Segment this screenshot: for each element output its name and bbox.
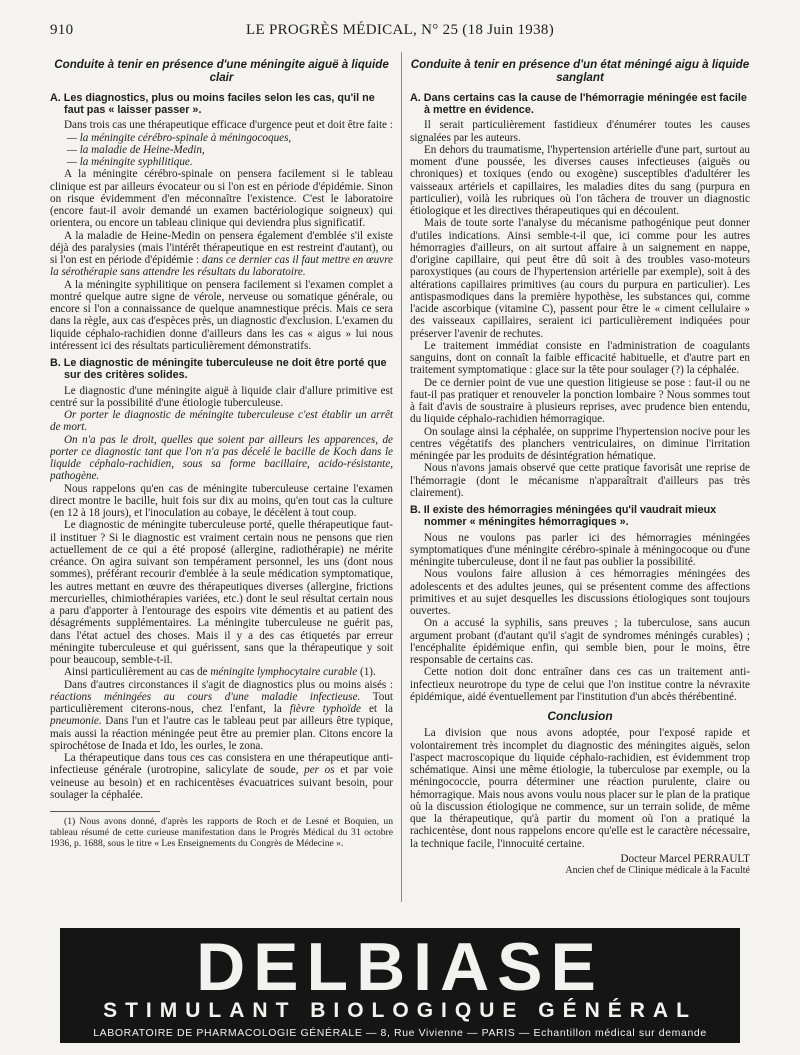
paragraph (50, 752, 393, 801)
paragraph: Le diagnostic d'une méningite aiguë à liquide clair d'allure primitive est centré sur la possibilité d'une étiologie tuberculeuse. (50, 384, 393, 409)
paragraph: Nous voulons faire allusion à ces hémorragies méningées des adolescents et des adultes jeunes, qui se présentent comme des affections primitives et au sujet desquelles les discussions étiologiques sont toujours ouvertes. (410, 568, 750, 618)
italic-span: fièvre typhoïde (289, 703, 361, 716)
italic-span: per os (304, 764, 335, 777)
text-span: Dans d'autres circonstances il s'agit de diagnostics plus ou moins aisés : (64, 678, 393, 691)
paragraph (50, 679, 393, 753)
paragraph: A la méningite syphilitique on pensera facilement si l'examen complet a montré quelque autre signe de vérole, nerveuse ou somatique générale, ou encore si l'on a connaissance de quelque anamnestique précis. Mais ce sera dans la règle, aux cas d'espèces près, un diagnostic d'exclusion. L'examen du liquide céphalo-rachidien donne d'ailleurs dans les cas « aigus » lui nous intéressent ici des résultats particulièrement démonstratifs. (50, 278, 393, 352)
page-number: 910 (50, 22, 74, 38)
list-item: — la maladie de Heine-Medin, (67, 143, 205, 156)
paragraph: Nous ne voulons pas parler ici des hémorragies méningées symptomatiques d'une méningite cérébro-spinale à méningocoque ou d'une méningite tuberculeuse, dont il ne faut pas oublier la possibilité. (410, 531, 750, 569)
italic-span: dans ce dernier cas il faut mettre en œuvre la sérothérapie sans attendre les résultats du laboratoire. (50, 254, 393, 279)
left-column (50, 52, 393, 907)
text-span: A la maladie de Heine-Medin on pensera également d'emblée s'il existe déjà des paralysies (mais l'intérêt thérapeutique en est restreint d'autant), ou si l'on est en période d'épidémie : (50, 229, 393, 267)
footnote: (1) Nous avons donné, d'après les rapports de Roch et de Lesné et Boquien, un tableau résumé de cette curieuse manifestation dans le Progrès Médical du 31 octobre 1936, p. 1688, sous le titre « Les Enseignements du Congrès de Médecine ». (50, 816, 393, 850)
list-item: — la méningite syphilitique. (67, 156, 193, 169)
advertisement-banner (60, 928, 740, 1043)
paragraph: A la méningite cérébro-spinale on pensera facilement si le tableau clinique est par ailleurs évocateur ou si l'on est en période d'épidémie. Sinon on risque évidemment d'en méconnaître l'existence. C'est le laboratoire (encore faut-il avoir demandé un examen bactériologique soigneux) qui orientera, ou encore un tableau clinique qui deviendra plus significatif. (50, 168, 393, 230)
text-span: La thérapeutique dans tous ces cas consistera en une thérapeutique anti-infectieuse générale (urotropine, salicylate de soude, (50, 752, 393, 777)
italic-span: méningite lymphocytaire curable (210, 666, 358, 679)
paragraph: On soulage ainsi la céphalée, on supprime l'hypertension nocive pour les centres végétatifs des planchers ventriculaires, on diminue l'irritation méningée par les produits de désintégration hématique. (410, 425, 750, 463)
paragraph: On a accusé la syphilis, sans preuves ; la tuberculose, sans aucun argument probant (d'autant qu'il s'agit de syndromes méningés curables) ; l'encéphalite épidémique enfin, qui semble bien, pour le moins, être responsable de certains cas. (410, 617, 750, 667)
paragraph: Or porter le diagnostic de méningite tuberculeuse c'est établir un arrêt de mort. (50, 409, 393, 434)
left-section-a-heading: A. Les diagnostics, plus ou moins faciles selon les cas, qu'il ne faut pas « laisser passer ». (50, 92, 375, 117)
text-span: et la (368, 703, 393, 716)
paragraph: Cette notion doit donc entraîner dans ces cas un traitement anti-infectieux neurotrope du type de celui que l'on institue contre la névraxite épidémique, aidé éventuellement par l'institution d'un abcès thérébentiné. (410, 666, 750, 703)
paragraph: En dehors du traumatisme, l'hypertension artérielle d'une part, surtout au moment d'une poussée, les diverses causes infectieuses (aiguës ou chroniques) et toxiques (endo ou exogène) susceptibles d'adultérer les vaisseaux artériels et capillaires, les maladies dites du sang (purpura en particulier), voilà les rubriques où l'on tâchera de trouver un diagnostic étiologique et les directives thérapeutiques qui en découlent. (410, 143, 750, 218)
list-item: — la méningite cérébro-spinale à méningocoques, (67, 131, 292, 144)
paragraph: De ce dernier point de vue une question litigieuse se pose : faut-il ou ne faut-il pas pratiquer et renouveler la ponction lombaire ? Nous sommes tout à fait d'avis de soustraire à plusieurs reprises, avec prudence bien entendu, du liquide céphalo-rachidien hémorragique. (410, 376, 750, 426)
right-column (410, 52, 750, 907)
paragraph: La division que nous avons adoptée, pour l'exposé rapide et volontairement très incomplet du diagnostic des méningites aiguës, selon l'aspect macroscopique du liquide céphalo-rachidien, est évidemment trop schématique. Ainsi une même étiologie, la tuberculose par exemple, ou la méningococcie, pourra déterminer une réaction purulente, claire ou hémorragique. Mais nous avons voulu nous placer sur le plan de la pratique où la discussion étiologique ne commence, sur un terrain solide, de même que la thérapeutique, qu'à partir du moment où l'on a pratiqué la rachicentèse, dont nous rappelons encore qu'elle est le caractère nécessaire, la technique facile, l'innocuité certaine. (410, 727, 750, 850)
right-article-title: Conduite à tenir en présence d'un état méningé aigu à liquide sanglant (410, 58, 750, 84)
ad-laboratory-line: LABORATOIRE DE PHARMACOLOGIE GÉNÉRALE — 8, Rue Vivienne — PARIS — Echantillon médical sur demande (93, 1027, 707, 1039)
paragraph: Nous n'avons jamais observé que cette pratique favorisât une reprise de l'hémorragie (dont le mécanisme n'apparaîtrait d'ailleurs pas très clairement). (410, 462, 750, 499)
paragraph: On n'a pas le droit, quelles que soient par ailleurs les apparences, de porter ce diagnostic tant que l'on n'a pas décelé le bacille de Koch dans le liquide céphalo-rachidien, sous sa forme bacillaire, acido-résistante, pathogène. (50, 433, 393, 483)
running-header (50, 22, 750, 40)
paragraph (50, 666, 393, 678)
ad-tagline: STIMULANT BIOLOGIQUE GÉNÉRAL (103, 999, 697, 1022)
left-article-title: Conduite à tenir en présence d'une méningite aiguë à liquide clair (54, 58, 389, 84)
paragraph: Le traitement immédiat consiste en l'administration de coagulants sanguins, dont on connaît la faible efficacité habituelle, et d'autre part en traitement symptomatique : glace sur la tête pour soulager (?) la céphalée. (410, 339, 750, 377)
paragraph: Dans trois cas une thérapeutique efficace d'urgence peut et doit être faite : (64, 119, 393, 132)
paragraph: Nous rappelons qu'en cas de méningite tuberculeuse certaine l'examen direct montre le bacille, huit fois sur dix au moins, qu'en tout cas la culture (en 12 à 18 jours), et l'inoculation au cobaye, le décèlent à tout coup. (50, 482, 393, 520)
text-span: Ainsi particulièrement au cas de (64, 666, 208, 679)
text-span: Dans l'un et l'autre cas le tableau peut par ailleurs être typique, mais aussi la réaction méningée peut être au premier plan. Citons encore la spirochétose de Inada et Ido, les ourles, le zona. (50, 715, 393, 752)
italic-span: pneumonie. (50, 715, 102, 728)
author-signature: Docteur Marcel PERRAULT (620, 852, 750, 865)
footnote-rule (50, 811, 160, 812)
text-span: Tout particulièrement citerons-nous, chez l'enfant, la (50, 690, 393, 716)
text-span: et par voie veineuse au besoin) et en rachicentèses évacuatrices suivant besoin, pour soulager la céphalée. (50, 764, 393, 801)
column-divider (401, 52, 402, 902)
footnote-ref: (1). (360, 666, 376, 679)
paragraph: Le diagnostic de méningite tuberculeuse porté, quelle thérapeutique faut-il instituer ? Si le diagnostic est vraiment certain nous ne pensons que rien actuellement de ce qui a été proposé (allergine, radiothérapie) ne mérite créance. On agira suivant son tempérament personnel, les uns (dont nous sommes), préférant recourir d'emblée à la seule médication symptomatique, les autres mettant en œuvre des thérapeutiques diverses (allergine, frictions mercurielles, chimiothérapies variées, etc.) dont le seul résultat certain nous a paru d'apporter à l'entourage des espoirs vite démentis et au patient des désagréments supplémentaires. La méningite tuberculeuse ne guérit pas, dans l'état actuel des choses. Mais il y a des cas étiquetés par erreur méningite tuberculeuse et qui guérissent, sans que la thérapeutique y soit pour beaucoup, semble-t-il. (50, 519, 393, 667)
right-section-b-heading: B. Il existe des hémorragies méningées qu'il vaudrait mieux nommer « méningites hémorragiques ». (410, 504, 717, 529)
left-section-b-heading: B. Le diagnostic de méningite tuberculeuse ne doit être porté que sur des critères solides. (50, 357, 387, 382)
italic-span: réactions méningées au cours d'une maladie infectieuse. (50, 690, 361, 703)
author-affiliation: Ancien chef de Clinique médicale à la Faculté (565, 865, 750, 877)
paragraph: Il serait particulièrement fastidieux d'énumérer toutes les causes signalées par les auteurs. (410, 119, 750, 144)
journal-title: LE PROGRÈS MÉDICAL, N° 25 (18 Juin 1938) (245, 22, 554, 38)
paragraph: Mais de toute sorte l'analyse du mécanisme pathogénique peut donner d'utiles indications. Ainsi semble-t-il que, ici comme pour les autres hémorragies d'ailleurs, on ait surtout affaire à un saignement en nappe, d'origine capillaire, qui peut être dû soit à des troubles vaso-moteurs paroxystiques (au cours de l'hypertension artérielle par exemple), soit à des altérations capillaires primitives (au cours du purpura en particulier). Les antispasmodiques dans la première hypothèse, les substances qui, comme l'acide ascorbique (vitamine C), passent pour être le « ciment cellulaire » des vaisseaux capillaires, seraient ici particulièrement indiquées pour préserver l'avenir de rechutes. (410, 217, 750, 340)
paragraph (50, 230, 393, 279)
right-section-a-heading: A. Dans certains cas la cause de l'hémorragie méningée est facile à mettre en évidence. (410, 92, 747, 117)
conclusion-heading: Conclusion (547, 709, 613, 724)
diagnosis-list (50, 132, 393, 169)
ad-brand-name: DELBIASE (196, 929, 604, 1005)
